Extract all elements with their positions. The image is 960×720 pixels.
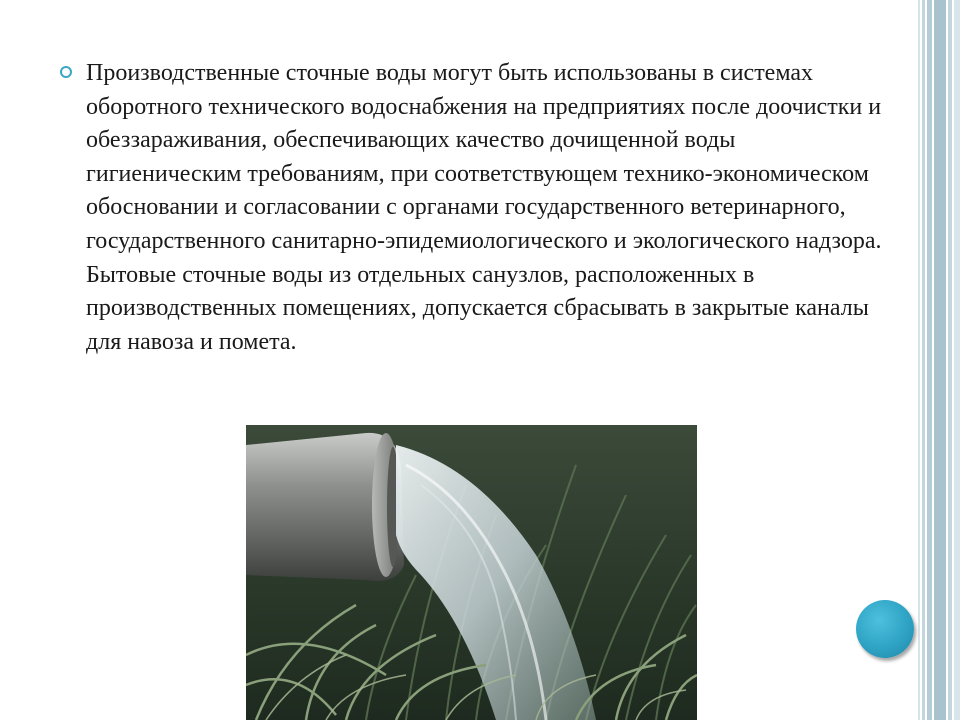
decorative-stripes [918,0,960,720]
bullet-text: Производственные сточные воды могут быть использованы в системах оборотного технического водоснабжения на предприятиях после доочистки и обеззараживания, обеспечивающих качество дочищенной воды гигиеническим требованиям, при соответствующем технико-экономическом обосновании и согласовании с органами государственного ветеринарного, государственного санитарно-эпидемиологического и экологического надзора. Бытовые сточные воды из отдельных санузлов, расположенных в производственных помещениях, допускается сбрасывать в закрытые каналы для навоза и помета. [86,60,882,355]
stripe [948,0,952,720]
pipe-water-photo [246,425,697,720]
bullet-item [60,57,880,359]
circle-bullet-icon [60,66,72,78]
slide-content [60,57,880,359]
stripe [918,0,920,720]
stripe [954,0,960,720]
stripe [922,0,925,720]
circle-nav-button[interactable] [856,600,914,658]
stripe [934,0,946,720]
stripe [927,0,932,720]
